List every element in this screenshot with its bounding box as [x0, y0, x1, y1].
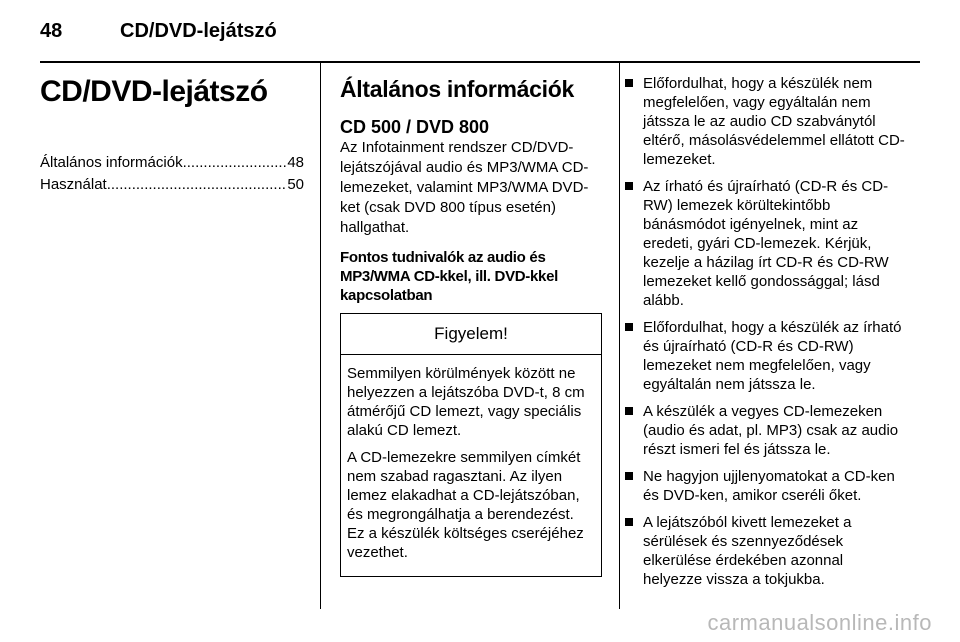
- warning-body: [341, 355, 601, 576]
- list-item-text: Ne hagyjon ujjlenyomatokat a CD-ken és DVD-ken, amikor cseréli őket.: [643, 468, 895, 504]
- notes-heading: Fontos tudnivalók az audio és MP3/WMA CD-kkel, ill. DVD-kkel kapcsolatban: [340, 249, 558, 304]
- list-item-text: Előfordulhat, hogy a készülék nem megfelelően, vagy egyáltalán nem játssza le az audio CD szabványtól eltérő, másolásvédelemmel ellátott CD-lemezeket.: [643, 75, 905, 168]
- warning-paragraph: Semmilyen körülmények között ne helyezzen a lejátszóba DVD-t, 8 cm átmérőjű CD lemezt, vagy speciális alakú CD lemezt.: [347, 365, 585, 439]
- warning-box: [340, 313, 602, 577]
- section-column: [340, 74, 602, 577]
- watermark: carmanualsonline.info: [707, 610, 932, 635]
- list-item: [623, 177, 905, 310]
- page-number: 48: [40, 20, 63, 42]
- toc-leader: [183, 152, 288, 174]
- bullet-list: [623, 74, 905, 589]
- toc-leader: [107, 174, 288, 196]
- column-divider-2: [619, 63, 620, 609]
- list-item: [623, 467, 905, 505]
- column-divider-1: [320, 63, 321, 609]
- bullet-square-icon: [625, 182, 633, 190]
- list-item: [623, 402, 905, 459]
- section-subtitle: CD 500 / DVD 800: [340, 117, 490, 137]
- toc-item-usage[interactable]: [40, 174, 304, 196]
- toc-item-general-info[interactable]: [40, 152, 304, 174]
- list-item-text: Az írható és újraírható (CD-R és CD-RW) lemezek körültekintőbb bánásmódot igényelnek, mint az eredeti, gyári CD-lemezek. Kérjük, kezelje a házilag írt CD-R és CD-RW lemezeket kellő gondossággal; lásd alább.: [643, 178, 889, 309]
- chapter-title: CD/DVD-lejátszó: [40, 75, 268, 108]
- toc-page: 50: [287, 176, 304, 193]
- intro-paragraph: Az Infotainment rendszer CD/DVD-lejátszójával audio és MP3/WMA CD-lemezeket, valamint MP3/WMA DVD-ket (csak DVD 800 típus esetén) hallgathat.: [340, 139, 589, 236]
- toc-label: Általános információk: [40, 154, 183, 171]
- running-title: CD/DVD-lejátszó: [120, 20, 277, 42]
- bullet-square-icon: [625, 79, 633, 87]
- warning-heading: Figyelem!: [341, 314, 601, 355]
- list-item-text: A lejátszóból kivett lemezeket a sérülések és szennyeződések elkerülése érdekében azonnal helyezze vissza a tokjukba.: [643, 514, 852, 588]
- header-rule: [40, 61, 920, 63]
- bullet-square-icon: [625, 472, 633, 480]
- list-item-text: Előfordulhat, hogy a készülék az írható és újraírható (CD-R és CD-RW) lemezeket nem megfelelően, vagy egyáltalán nem játssza le.: [643, 319, 902, 393]
- list-item: [623, 318, 905, 394]
- chapter-column: [40, 74, 304, 196]
- list-item: [623, 74, 905, 169]
- list-item: [623, 513, 905, 589]
- bullet-square-icon: [625, 518, 633, 526]
- list-item-text: A készülék a vegyes CD-lemezeken (audio és adat, pl. MP3) csak az audio részt ismeri fel és játssza le.: [643, 403, 899, 458]
- toc-page: 48: [287, 154, 304, 171]
- page-header: [40, 20, 920, 52]
- bullet-square-icon: [625, 323, 633, 331]
- warning-paragraph: A CD-lemezekre semmilyen címkét nem szabad ragasztani. Az ilyen lemez elakadhat a CD-lejátszóban, és megrongálhatja a berendezést. Ez a készülék költséges cseréjéhez vezethet.: [347, 449, 584, 561]
- toc-label: Használat: [40, 176, 107, 193]
- bullet-square-icon: [625, 407, 633, 415]
- section-title: Általános információk: [340, 76, 574, 102]
- bullets-column: [623, 74, 905, 597]
